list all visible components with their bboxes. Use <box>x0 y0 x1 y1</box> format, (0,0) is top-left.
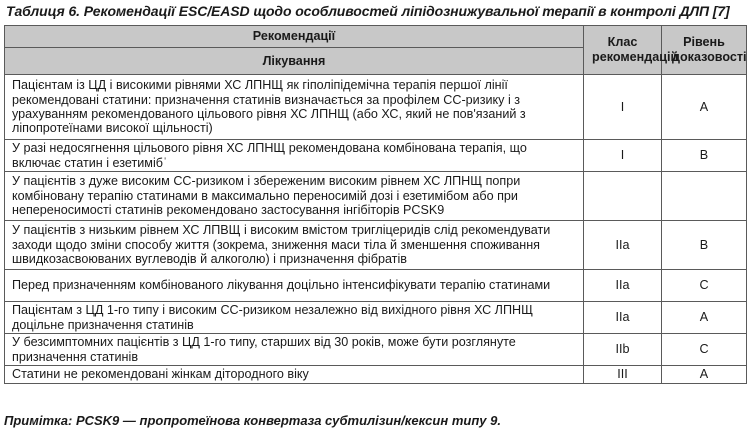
recommendation-text: Пацієнтам з ЦД 1-го типу і високим СС-ризиком незалежно від вихідного рівня ХС ЛПНЩ доцільне призначення статинів <box>5 302 584 334</box>
header-treatment: Лікування <box>5 48 584 75</box>
recommendation-class: IIa <box>584 302 662 334</box>
recommendation-text: У безсимптомних пацієнтів з ЦД 1-го типу, старших від 30 років, може бути розглянуте призначення статинів <box>5 334 584 366</box>
table-caption: Таблиця 6. Рекомендації ESC/EASD щодо особливостей ліпідознижувальної терапії в контролі ДЛП [7] <box>6 3 730 19</box>
table-row <box>5 366 747 384</box>
recommendation-class: I <box>584 140 662 172</box>
recommendation-text: У пацієнтів з дуже високим СС-ризиком і збереженим високим рівнем ХС ЛПНЩ попри комбіновану терапію статинами в максимально переносимій дозі і езетимібом або при непереносимості статинів рекомендовано застосування інгібіторів PCSK9 <box>5 172 584 221</box>
evidence-level: B <box>662 140 747 172</box>
recommendations-table <box>4 25 747 384</box>
evidence-level: C <box>662 334 747 366</box>
table-row <box>5 172 747 221</box>
header-recommendations: Рекомендації <box>5 26 584 48</box>
recommendation-class: I <box>584 75 662 140</box>
recommendation-class: IIa <box>584 270 662 302</box>
recommendation-text: Пацієнтам із ЦД і високими рівнями ХС ЛПНЩ як гіполіпідемічна терапія першої лінії рекомендовані статини: призначення статинів визначається за профілем СС-ризику і з урахуванням рекомендованого цільового рівня ХС ЛПНЩ (або ХС, який не пов'язаний з ліпопротеїнами високої щільності) <box>5 75 584 140</box>
header-class: Клас рекомендацій <box>584 26 662 75</box>
evidence-level: A <box>662 302 747 334</box>
recommendations-table-wrapper <box>4 25 746 384</box>
table-row <box>5 270 747 302</box>
recommendation-text: У пацієнтів з низьким рівнем ХС ЛПВЩ і високим вмістом тригліцеридів слід рекомендувати заходи щодо зміни способу життя (зокрема, зниження маси тіла й зменшення споживання швидкозасвоюваних вуглеводів й алкоголю) і призначення фібратів <box>5 221 584 270</box>
evidence-level: A <box>662 75 747 140</box>
table-row <box>5 140 747 172</box>
table-footnote: Примітка: PCSK9 — пропротеїнова конвертаза субтилізин/кексин типу 9. <box>4 413 501 428</box>
recommendation-text: Статини не рекомендовані жінкам дітородного віку <box>5 366 584 384</box>
table-row <box>5 221 747 270</box>
evidence-level: B <box>662 221 747 270</box>
recommendation-class: IIb <box>584 334 662 366</box>
evidence-level <box>662 172 747 221</box>
evidence-level: A <box>662 366 747 384</box>
recommendation-class: III <box>584 366 662 384</box>
table-row <box>5 334 747 366</box>
header-level: Рівень доказовості <box>662 26 747 75</box>
table-row <box>5 302 747 334</box>
recommendation-class: IIa <box>584 221 662 270</box>
recommendation-class <box>584 172 662 221</box>
recommendation-text: Перед призначенням комбінованого лікування доцільно інтенсифікувати терапію статинами <box>5 270 584 302</box>
table-row <box>5 75 747 140</box>
recommendation-text: У разі недосягнення цільового рівня ХС ЛПНЩ рекомендована комбінована терапія, що включає статин і езетимібˈ <box>5 140 584 172</box>
evidence-level: C <box>662 270 747 302</box>
